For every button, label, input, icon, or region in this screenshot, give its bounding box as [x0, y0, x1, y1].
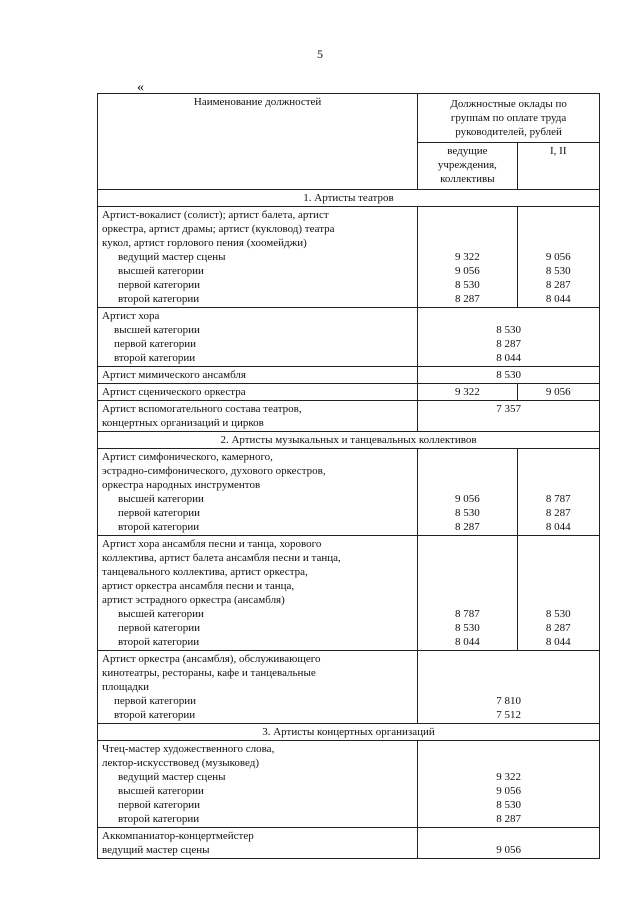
- salary-value: 9 056: [496, 844, 521, 856]
- salary-value: 8 044: [545, 636, 571, 648]
- salary-cell-a: [418, 207, 517, 308]
- header-col-a-line: учреждения,: [437, 159, 497, 172]
- header-col-a: [418, 143, 517, 190]
- header-group-title-line: руководителей, рублей: [455, 126, 562, 138]
- salary-value: 8 287: [496, 813, 521, 825]
- category-label: первой категории: [114, 695, 197, 707]
- category-label: второй категории: [118, 293, 200, 305]
- table-row: [98, 741, 600, 828]
- section-title: 1. Артисты театров: [98, 190, 600, 207]
- position-title-line: артист оркестра ансамбля песни и танца,: [102, 580, 295, 592]
- table-row: [98, 384, 600, 401]
- header-name-col: Наименование должностей: [98, 94, 418, 190]
- salary-cell-a: [418, 449, 517, 536]
- position-cell: [98, 741, 418, 828]
- position-cell: [98, 308, 418, 367]
- salary-value: 8 530: [545, 265, 571, 277]
- salary-value: 8 530: [455, 622, 480, 634]
- category-label: высшей категории: [114, 324, 200, 336]
- position-title-line: кинотеатры, рестораны, кафе и танцевальные: [102, 667, 316, 679]
- section-row: [98, 190, 600, 207]
- table-row: [98, 536, 600, 651]
- category-label: высшей категории: [118, 608, 204, 620]
- position-cell: [98, 651, 418, 724]
- position-title-line: площадки: [102, 681, 150, 693]
- header-group-title: [418, 94, 600, 143]
- salary-value: 8 787: [545, 493, 571, 505]
- category-label: высшей категории: [118, 265, 204, 277]
- salary-cell-b: [517, 449, 599, 536]
- salary-value: 9 056: [455, 265, 480, 277]
- salary-value: 9 322: [496, 771, 521, 783]
- category-label: первой категории: [114, 338, 197, 350]
- salary-cell-b: [517, 207, 599, 308]
- header-col-a-line: ведущие: [447, 145, 488, 158]
- salary-value: 9 322: [418, 384, 517, 401]
- position-title-line: артист эстрадного оркестра (ансамбля): [102, 594, 285, 606]
- section-title: 2. Артисты музыкальных и танцевальных коллективов: [98, 432, 600, 449]
- category-label: первой категории: [118, 507, 201, 519]
- position-cell: Артист мимического ансамбля: [98, 367, 418, 384]
- position-cell: [98, 536, 418, 651]
- position-title-line: Чтец-мастер художественного слова,: [102, 743, 275, 755]
- salary-value: 7 810: [496, 695, 521, 707]
- salary-value: 8 287: [545, 622, 571, 634]
- salary-value: 9 322: [455, 251, 480, 263]
- category-label: второй категории: [114, 709, 196, 721]
- header-col-b: I, II: [517, 143, 599, 190]
- header-group-title-line: группам по оплате труда: [450, 112, 567, 124]
- category-label: высшей категории: [118, 493, 204, 505]
- category-label: ведущий мастер сцены: [102, 844, 210, 856]
- table-row: [98, 651, 600, 724]
- position-title-line: Артист-вокалист (солист); артист балета, артист: [102, 209, 329, 221]
- category-label: второй категории: [114, 352, 196, 364]
- position-title-line: Артист хора ансамбля песни и танца, хорового: [102, 538, 322, 550]
- section-row: [98, 432, 600, 449]
- table-row: [98, 367, 600, 384]
- position-title-line: танцевального коллектива, артист оркестра,: [102, 566, 308, 578]
- page-number: 5: [317, 47, 323, 61]
- salary-value: 8 287: [496, 338, 521, 350]
- section-row: [98, 724, 600, 741]
- salary-cell-a: [418, 536, 517, 651]
- position-title-line: Артист вспомогательного состава театров,: [102, 403, 302, 415]
- salary-value: 9 056: [496, 785, 521, 797]
- position-title-line: коллектива, артист балета ансамбля песни и танца,: [102, 552, 341, 564]
- position-cell: [98, 207, 418, 308]
- category-label: первой категории: [118, 622, 201, 634]
- position-title-line: Артист хора: [102, 310, 160, 322]
- salary-value: 8 044: [455, 636, 480, 648]
- salary-value: 8 044: [496, 352, 521, 364]
- salary-value: 8 787: [455, 608, 480, 620]
- header-group-title-line: Должностные оклады по: [450, 98, 567, 110]
- category-label: высшей категории: [118, 785, 204, 797]
- salary-value: 8 287: [455, 293, 480, 305]
- table-row: [98, 308, 600, 367]
- salary-value: 8 287: [455, 521, 480, 533]
- category-label: ведущий мастер сцены: [118, 251, 226, 263]
- position-cell: [98, 449, 418, 536]
- salary-table: [97, 93, 600, 859]
- position-title-line: лектор-искусствовед (музыковед): [102, 757, 260, 769]
- category-label: второй категории: [118, 636, 200, 648]
- position-cell: [98, 401, 418, 432]
- table-row: [98, 207, 600, 308]
- category-label: второй категории: [118, 813, 200, 825]
- salary-value: 8 287: [545, 279, 571, 291]
- salary-cell-merged: [418, 651, 600, 724]
- salary-value: 7 357: [418, 401, 600, 432]
- salary-value: 8 530: [455, 507, 480, 519]
- salary-value: 9 056: [545, 251, 571, 263]
- position-title-line: Артист симфонического, камерного,: [102, 451, 273, 463]
- table-row: [98, 828, 600, 859]
- salary-value: 9 056: [455, 493, 480, 505]
- position-title-line: эстрадно-симфонического, духового оркестров,: [102, 465, 326, 477]
- header-col-a-line: коллективы: [440, 173, 495, 186]
- salary-value: 8 530: [496, 799, 521, 811]
- category-label: первой категории: [118, 279, 201, 291]
- salary-value: 8 530: [418, 367, 600, 384]
- salary-value: 9 056: [517, 384, 599, 401]
- position-title-line: оркестра, артист драмы; артист (кукловод) театра: [102, 223, 335, 235]
- position-title-line: оркестра народных инструментов: [102, 479, 261, 491]
- position-title-line: Артист оркестра (ансамбля), обслуживающего: [102, 653, 321, 665]
- salary-value: 8 044: [545, 521, 571, 533]
- salary-cell-merged: [418, 308, 600, 367]
- salary-value: 8 530: [496, 324, 521, 336]
- section-title: 3. Артисты концертных организаций: [98, 724, 600, 741]
- salary-cell-b: [517, 536, 599, 651]
- salary-cell-merged: [418, 828, 600, 859]
- salary-value: 8 530: [545, 608, 571, 620]
- opening-quote: «: [137, 80, 144, 95]
- position-title-line: кукол, артист горлового пения (хоомейджи): [102, 237, 307, 249]
- table-row: [98, 449, 600, 536]
- category-label: первой категории: [118, 799, 201, 811]
- table-row: [98, 401, 600, 432]
- table-header-row: [98, 94, 600, 143]
- salary-value: 7 512: [496, 709, 521, 721]
- position-title-line: Аккомпаниатор-концертмейстер: [102, 830, 254, 842]
- position-cell: Артист сценического оркестра: [98, 384, 418, 401]
- salary-value: 8 530: [455, 279, 480, 291]
- salary-value: 8 044: [545, 293, 571, 305]
- position-cell: [98, 828, 418, 859]
- position-title-line: концертных организаций и цирков: [102, 417, 264, 429]
- category-label: ведущий мастер сцены: [118, 771, 226, 783]
- salary-value: 8 287: [545, 507, 571, 519]
- salary-cell-merged: [418, 741, 600, 828]
- category-label: второй категории: [118, 521, 200, 533]
